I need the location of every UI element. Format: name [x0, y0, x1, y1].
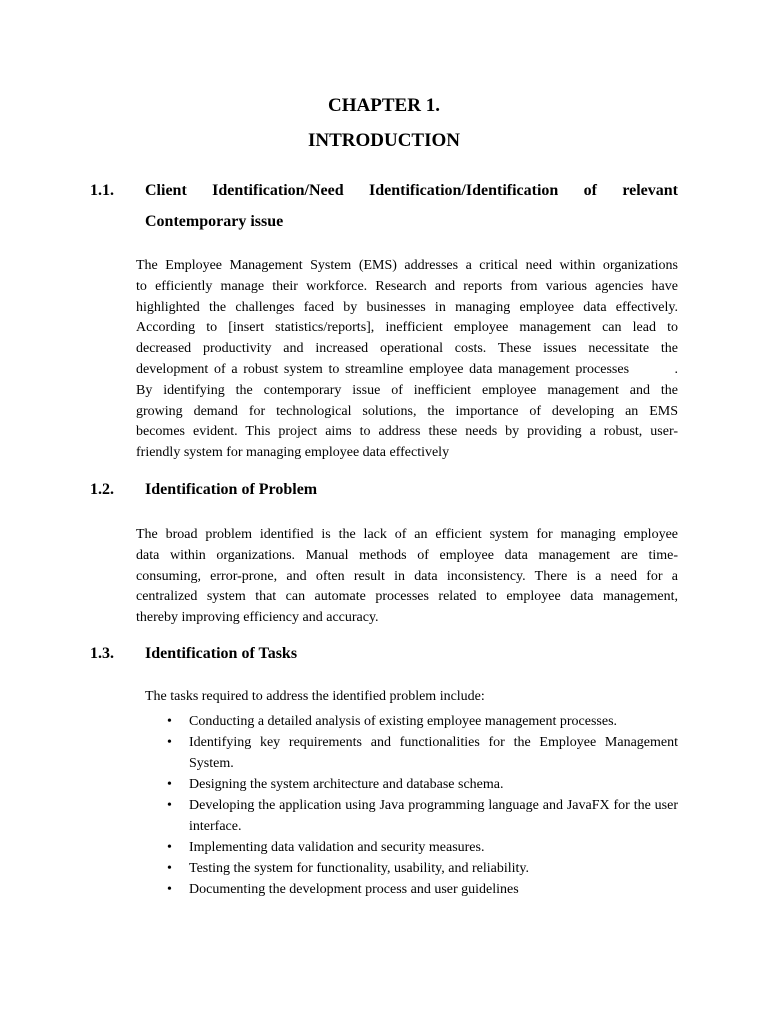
section-1-1-paragraph	[136, 256, 678, 464]
list-item	[145, 858, 678, 879]
bullet-icon: •	[167, 798, 172, 813]
paragraph-line: growing demand for technological solutions, the importance of developing an EMS	[136, 403, 678, 419]
list-item	[145, 711, 678, 732]
bullet-icon: •	[167, 882, 172, 897]
section-1-2-paragraph	[136, 525, 678, 629]
paragraph-line: becomes evident. This project aims to address these needs by providing a robust, user-	[136, 424, 678, 440]
list-item	[145, 795, 678, 837]
list-item	[145, 732, 678, 774]
paragraph-line: thereby improving efficiency and accuracy.	[136, 610, 379, 626]
paragraph-line: to efficiently manage their workforce. Research and reports from various agencies have	[136, 278, 678, 294]
list-item-text: Conducting a detailed analysis of existing employee management processes.	[189, 714, 618, 729]
paragraph-line: The Employee Management System (EMS) addresses a critical need within organizations	[136, 258, 678, 273]
section-1-3-heading: Identification of Tasks	[145, 645, 298, 662]
list-item-text: Documenting the development process and user guidelines	[189, 882, 519, 897]
section-1-2-number: 1.2.	[90, 481, 114, 498]
list-item-text: Designing the system architecture and database schema.	[189, 777, 504, 792]
section-1-1-heading	[145, 175, 678, 237]
bullet-icon: •	[167, 777, 172, 792]
paragraph-line: The broad problem identified is the lack of an efficient system for managing employee	[136, 527, 678, 542]
paragraph-line: data within organizations. Manual methods of employee data management are time-	[136, 547, 678, 563]
list-item-text: Testing the system for functionality, usability, and reliability.	[189, 861, 530, 876]
section-1-1-number: 1.1.	[90, 182, 114, 199]
list-item-text: Developing the application using Java programming language and JavaFX for the user interface.	[189, 798, 678, 834]
section-1-1-heading-line-1: Client Identification/Need Identification/Identification of relevant	[145, 182, 678, 199]
paragraph-line: development of a robust system to streamline employee data management processes .	[136, 361, 678, 377]
paragraph-line: centralized system that can automate processes related to employee data management,	[136, 589, 678, 605]
paragraph-line: According to [insert statistics/reports], inefficient employee management can lead to	[136, 320, 678, 336]
paragraph-line: By identifying the contemporary issue of inefficient employee management and the	[136, 382, 678, 398]
bullet-icon: •	[167, 840, 172, 855]
list-item	[145, 879, 678, 900]
list-item-text: Implementing data validation and security measures.	[189, 840, 485, 855]
tasks-list	[145, 711, 678, 900]
section-1-3-number: 1.3.	[90, 645, 114, 662]
section-1-2-heading: Identification of Problem	[145, 481, 318, 498]
chapter-number: CHAPTER 1.	[328, 95, 440, 116]
chapter-title: INTRODUCTION	[307, 130, 461, 151]
section-1-1-heading-line-2: Contemporary issue	[145, 213, 284, 230]
bullet-icon: •	[167, 861, 172, 876]
list-item	[145, 837, 678, 858]
tasks-intro: The tasks required to address the identified problem include:	[145, 689, 485, 704]
list-item-text: Identifying key requirements and functionalities for the Employee Management System.	[189, 735, 678, 771]
paragraph-line: consuming, error-prone, and often result in data inconsistency. There is a need for a	[136, 568, 678, 584]
list-item	[145, 774, 678, 795]
bullet-icon: •	[167, 714, 172, 729]
paragraph-line: decreased productivity and increased operational costs. These issues necessitate the	[136, 341, 678, 357]
bullet-icon: •	[167, 735, 172, 750]
paragraph-line: highlighted the challenges faced by businesses in managing employee data effectively.	[136, 299, 678, 315]
paragraph-line: friendly system for managing employee data effectively	[136, 445, 450, 461]
